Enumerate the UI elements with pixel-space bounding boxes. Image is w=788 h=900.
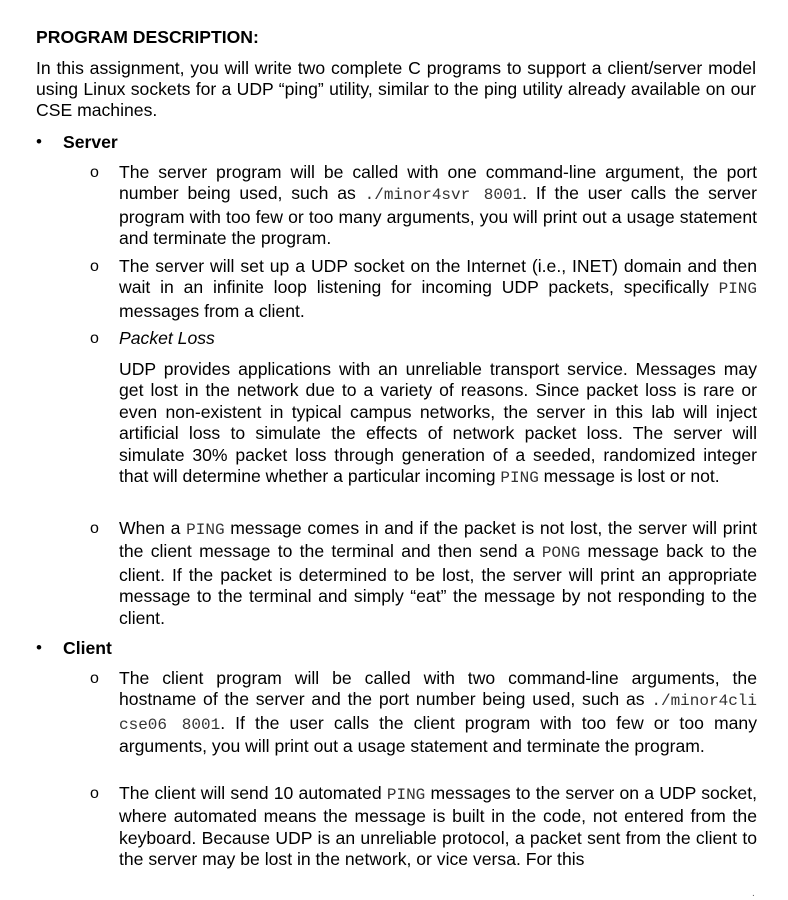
server-item-2-text: The server will set up a UDP socket on the Internet (i.e., INET) domain and then wait in an infinite loop listening for incoming UDP packets, specifically	[119, 256, 757, 298]
packet-loss-title: Packet Loss	[119, 328, 215, 348]
client-item-2-text: The client will send 10 automated	[119, 783, 387, 803]
intro-paragraph: In this assignment, you will write two complete C programs to support a client/server model using Linux sockets for a UDP “ping” utility, similar to the ping utility already available on our CSE machines.	[36, 58, 756, 120]
ping-code: PING	[718, 280, 757, 299]
server-item-2-text-end: messages from a client.	[119, 300, 305, 321]
server-item-4-text-end: message back to the client. If the packet is determined to be lost, the server will print an appropriate message to the terminal and simply “eat” the message by not responding to the client.	[119, 541, 757, 628]
server-item-1-text: The server program will be called with one command-line argument, the port number being used, such as	[119, 162, 757, 204]
ping-code: PING	[500, 469, 539, 488]
bullet-server: •	[36, 132, 42, 151]
server-item-1-text-end: . If the user calls the server program with too few or too many arguments, you will print out a usage statement and terminate the program.	[119, 183, 757, 249]
sub-marker-server-4: o	[90, 520, 99, 537]
server-item-4-text-mid: message comes in and if the packet is not lost, the server will print the client message to the terminal and then send a	[119, 518, 757, 562]
server-item-1	[119, 162, 757, 250]
ping-code: PING	[186, 521, 225, 539]
bullet-client: •	[36, 638, 42, 657]
client-command-example: ./minor4cli cse06 8001	[119, 692, 757, 734]
server-command-example: ./minor4svr 8001	[364, 186, 523, 205]
sub-marker-server-1: o	[90, 164, 99, 181]
packet-loss-paragraph	[119, 359, 757, 489]
client-item-2	[119, 783, 757, 871]
server-label: Server	[63, 132, 118, 152]
client-item-1	[119, 668, 757, 758]
server-item-4-text: When a	[119, 518, 187, 538]
packet-loss-text-end: message is lost or not.	[538, 466, 720, 487]
sub-marker-client-2: o	[90, 785, 99, 802]
section-heading: PROGRAM DESCRIPTION:	[36, 27, 259, 47]
client-item-1-text-end: . If the user calls the client program with too few or too many arguments, you will print out a usage statement and terminate the program.	[119, 712, 757, 757]
packet-loss-text: UDP provides applications with an unreliable transport service. Messages may get lost in the network due to a variety of reasons. Since packet loss is rare or even non-existent in typical campus networks, the server in this lab will inject artificial loss to simulate the effects of network packet loss. The server will simulate 30% packet loss through generation of a seeded, randomized integer that will determine whether a particular incoming	[119, 359, 757, 487]
server-item-4	[119, 518, 757, 629]
server-item-2	[119, 256, 757, 322]
pong-code: PONG	[541, 544, 581, 563]
client-item-1-text: The client program will be called with two command-line arguments, the hostname of the server and the port number being used, such as	[119, 668, 757, 710]
client-label: Client	[63, 638, 112, 658]
client-item-2-text-end: messages to the server on a UDP socket, where automated means the message is built in the code, not entered from the keyboard. Because UDP is an unreliable protocol, a packet sent from the client to the server may be lost in the network, or vice versa. For this	[119, 783, 757, 870]
ping-code: PING	[386, 786, 426, 804]
sub-marker-client-1: o	[90, 670, 99, 687]
sub-marker-server-2: o	[90, 258, 99, 275]
sub-marker-server-3: o	[90, 330, 99, 347]
footer-mark: .	[752, 888, 755, 899]
